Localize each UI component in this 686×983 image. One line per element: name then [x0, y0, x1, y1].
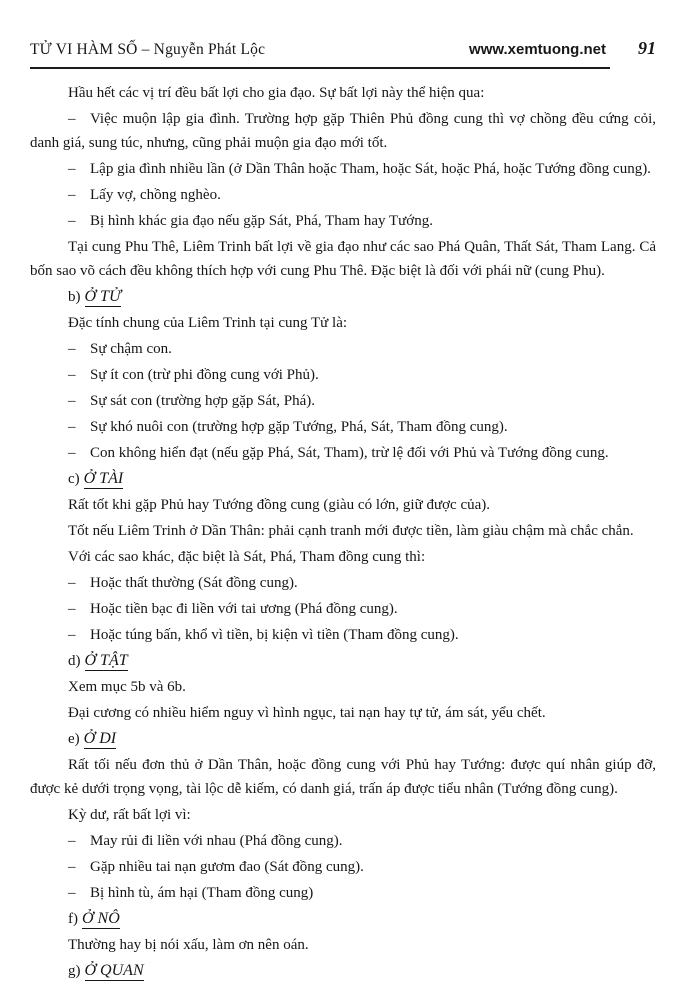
- dash-icon: –: [68, 885, 76, 901]
- section-heading: [30, 959, 656, 983]
- section-heading: [30, 727, 656, 751]
- bullet-text: Sự sát con (trường hợp gặp Sát, Phá).: [90, 393, 316, 409]
- section-title: Ở NÔ: [82, 910, 120, 927]
- dash-icon: –: [68, 859, 76, 875]
- dash-icon: –: [68, 419, 76, 435]
- section-label: b): [68, 289, 81, 305]
- paragraph: Kỳ dư, rất bất lợi vì:: [68, 807, 191, 823]
- bullet-text: Sự ít con (trừ phi đồng cung với Phủ).: [90, 367, 319, 383]
- bullet-item: [30, 183, 656, 207]
- bullet-item: [30, 881, 656, 905]
- paragraph: Thường hay bị nói xấu, làm ơn nên oán.: [68, 937, 309, 953]
- page-number: 91: [638, 38, 656, 58]
- paragraph: Đặc tính chung của Liêm Trinh tại cung Tử là:: [68, 315, 348, 331]
- paragraph: Tại cung Phu Thê, Liêm Trinh bất lợi về gia đạo như các sao Phá Quân, Thất Sát, Tham Lang. Cả bốn sao võ cách đều không thích hợp với cung Phu Thê. Đặc biệt là đối với phái nữ (cung Phu).: [30, 239, 656, 279]
- dash-icon: –: [68, 367, 76, 383]
- paragraph: Xem mục 5b và 6b.: [68, 679, 186, 695]
- bullet-item: [30, 415, 656, 439]
- bullet-item: [30, 441, 656, 465]
- paragraph: Rất tốt khi gặp Phủ hay Tướng đồng cung (giàu có lớn, giữ được của).: [68, 497, 491, 513]
- bullet-text: Hoặc túng bấn, khổ vì tiền, bị kiện vì tiền (Tham đồng cung).: [90, 627, 459, 643]
- page-body: [30, 69, 656, 983]
- bullet-item: [30, 363, 656, 387]
- dash-icon: –: [68, 627, 76, 643]
- section-title: Ở TÀI: [83, 470, 124, 487]
- dash-icon: –: [68, 187, 76, 203]
- section-title: Ở TỬ: [84, 288, 122, 305]
- section-label: c): [68, 471, 80, 487]
- dash-icon: –: [68, 111, 76, 127]
- dash-icon: –: [68, 213, 76, 229]
- bullet-item: [30, 623, 656, 647]
- dash-icon: –: [68, 161, 76, 177]
- header-rule: [30, 41, 610, 69]
- bullet-item: [30, 597, 656, 621]
- section-heading: [30, 649, 656, 673]
- bullet-item: [30, 571, 656, 595]
- bullet-text: May rủi đi liền với nhau (Phá đồng cung).: [90, 833, 343, 849]
- bullet-item: [30, 209, 656, 233]
- section-title: Ở TẬT: [84, 652, 128, 669]
- section-label: f): [68, 911, 78, 927]
- section-heading: [30, 285, 656, 309]
- bullet-item: [30, 107, 656, 155]
- paragraph: Với các sao khác, đặc biệt là Sát, Phá, Tham đồng cung thì:: [68, 549, 426, 565]
- bullet-item: [30, 829, 656, 853]
- bullet-item: [30, 389, 656, 413]
- page-header: [30, 38, 656, 69]
- section-title: Ở QUAN: [84, 962, 144, 979]
- section-label: g): [68, 963, 81, 979]
- bullet-item: [30, 337, 656, 361]
- section-label: d): [68, 653, 81, 669]
- bullet-text: Sự khó nuôi con (trường hợp gặp Tướng, Phá, Sát, Tham đồng cung).: [90, 419, 508, 435]
- section-heading: [30, 907, 656, 931]
- dash-icon: –: [68, 341, 76, 357]
- paragraph: Hầu hết các vị trí đều bất lợi cho gia đạo. Sự bất lợi này thể hiện qua:: [68, 85, 485, 101]
- bullet-text: Lấy vợ, chồng nghèo.: [90, 187, 221, 203]
- bullet-text: Lập gia đình nhiều lần (ở Dần Thân hoặc Tham, hoặc Sát, hoặc Phá, hoặc Tướng đồng cung).: [90, 161, 651, 177]
- bullet-text: Con không hiển đạt (nếu gặp Phá, Sát, Tham), trừ lệ đối với Phủ và Tướng đồng cung.: [90, 445, 609, 461]
- paragraph: Tốt nếu Liêm Trinh ở Dần Thân: phải cạnh tranh mới được tiền, làm giàu chậm mà chắc chắn.: [68, 523, 634, 539]
- dash-icon: –: [68, 393, 76, 409]
- dash-icon: –: [68, 833, 76, 849]
- dash-icon: –: [68, 575, 76, 591]
- bullet-item: [30, 157, 656, 181]
- section-label: e): [68, 731, 80, 747]
- bullet-text: Việc muộn lập gia đình. Trường hợp gặp Thiên Phủ đồng cung thì vợ chồng đều cứng cỏi, danh giá, sung túc, nhưng, cũng phải muộn gia đạo mới tốt.: [30, 111, 656, 151]
- section-heading: [30, 467, 656, 491]
- bullet-text: Gặp nhiều tai nạn gươm đao (Sát đồng cung).: [90, 859, 364, 875]
- paragraph: Đại cương có nhiều hiểm nguy vì hình ngục, tai nạn hay tự tử, ám sát, yểu chết.: [68, 705, 546, 721]
- website-url: www.xemtuong.net: [469, 41, 606, 58]
- paragraph: Rất tối nếu đơn thủ ở Dần Thân, hoặc đồng cung với Phủ hay Tướng: được quí nhân giúp đỡ, được kẻ dưới trọng vọng, tài lộc dễ kiếm, có danh giá, trấn áp được tiểu nhân (Tướng đồng cung).: [30, 757, 656, 797]
- bullet-item: [30, 855, 656, 879]
- bullet-text: Bị hình khác gia đạo nếu gặp Sát, Phá, Tham hay Tướng.: [90, 213, 433, 229]
- bullet-text: Bị hình tù, ám hại (Tham đồng cung): [90, 885, 314, 901]
- book-title: TỬ VI HÀM SỐ – Nguyễn Phát Lộc: [30, 41, 266, 58]
- bullet-text: Hoặc thất thường (Sát đồng cung).: [90, 575, 298, 591]
- section-title: Ở DI: [83, 730, 117, 747]
- dash-icon: –: [68, 445, 76, 461]
- bullet-text: Sự chậm con.: [90, 341, 172, 357]
- dash-icon: –: [68, 601, 76, 617]
- bullet-text: Hoặc tiền bạc đi liền với tai ương (Phá đồng cung).: [90, 601, 398, 617]
